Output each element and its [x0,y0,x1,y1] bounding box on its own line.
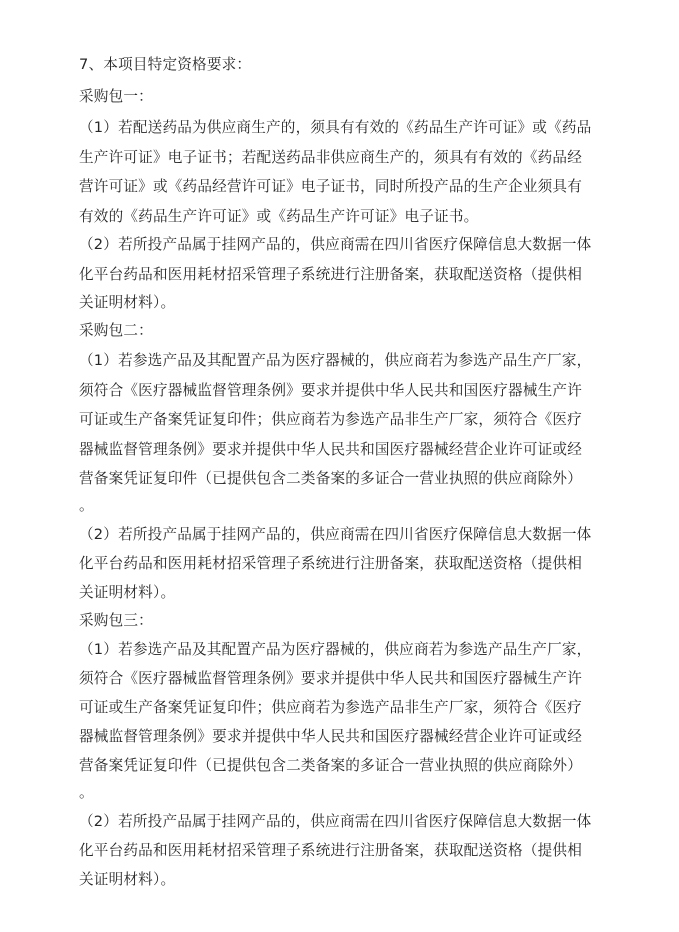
paragraph-line: 生产许可证》电子证书；若配送药品非供应商生产的，须具有有效的《药品经 [79,149,582,166]
paragraph-line: 。 [79,784,94,801]
paragraph-line: 器械监督管理条例》要求并提供中华人民共和国医疗器械经营企业许可证或经 [79,728,582,745]
package-title: 采购包二： [79,322,153,339]
paragraph-line: 营备案凭证复印件（已提供包含二类备案的多证合一营业执照的供应商除外） [79,757,582,774]
paragraph-line: （1）若参选产品及其配置产品为医疗器械的，供应商若为参选产品生产厂家， [79,352,592,369]
paragraph-line: 化平台药品和医用耗材招采管理子系统进行注册备案，获取配送资格（提供相 [79,842,582,859]
paragraph-line: 化平台药品和医用耗材招采管理子系统进行注册备案，获取配送资格（提供相 [79,555,582,572]
paragraph-line: 可证或生产备案凭证复印件；供应商若为参选产品非生产厂家，须符合《医疗 [79,699,582,716]
paragraph-line: 可证或生产备案凭证复印件；供应商若为参选产品非生产厂家，须符合《医疗 [79,411,582,428]
paragraph-line: （1）若配送药品为供应商生产的，须具有有效的《药品生产许可证》或《药品 [79,119,592,136]
paragraph-line: （2）若所投产品属于挂网产品的，供应商需在四川省医疗保障信息大数据一体 [79,236,592,253]
paragraph-line: 关证明材料）。 [79,871,176,888]
paragraph-line: 营备案凭证复印件（已提供包含二类备案的多证合一营业执照的供应商除外） [79,470,582,487]
paragraph-line: 须符合《医疗器械监督管理条例》要求并提供中华人民共和国医疗器械生产许 [79,382,582,399]
paragraph-line: 。 [79,497,94,514]
paragraph-line: （1）若参选产品及其配置产品为医疗器械的，供应商若为参选产品生产厂家， [79,641,592,658]
paragraph-line: 有效的《药品生产许可证》或《药品生产许可证》电子证书。 [79,208,479,225]
paragraph-line: 须符合《医疗器械监督管理条例》要求并提供中华人民共和国医疗器械生产许 [79,670,582,687]
paragraph-line: （2）若所投产品属于挂网产品的，供应商需在四川省医疗保障信息大数据一体 [79,526,592,543]
package-title: 采购包一： [79,88,153,105]
package-title: 采购包三： [79,612,153,629]
paragraph-line: 营许可证》或《药品经营许可证》电子证书，同时所投产品的生产企业须具有 [79,178,582,195]
paragraph-line: 关证明材料）。 [79,294,176,311]
paragraph-line: 化平台药品和医用耗材招采管理子系统进行注册备案，获取配送资格（提供相 [79,266,582,283]
section-heading: 7、本项目特定资格要求： [79,56,252,73]
paragraph-line: （2）若所投产品属于挂网产品的，供应商需在四川省医疗保障信息大数据一体 [79,813,592,830]
paragraph-line: 器械监督管理条例》要求并提供中华人民共和国医疗器械经营企业许可证或经 [79,441,582,458]
paragraph-line: 关证明材料）。 [79,584,176,601]
